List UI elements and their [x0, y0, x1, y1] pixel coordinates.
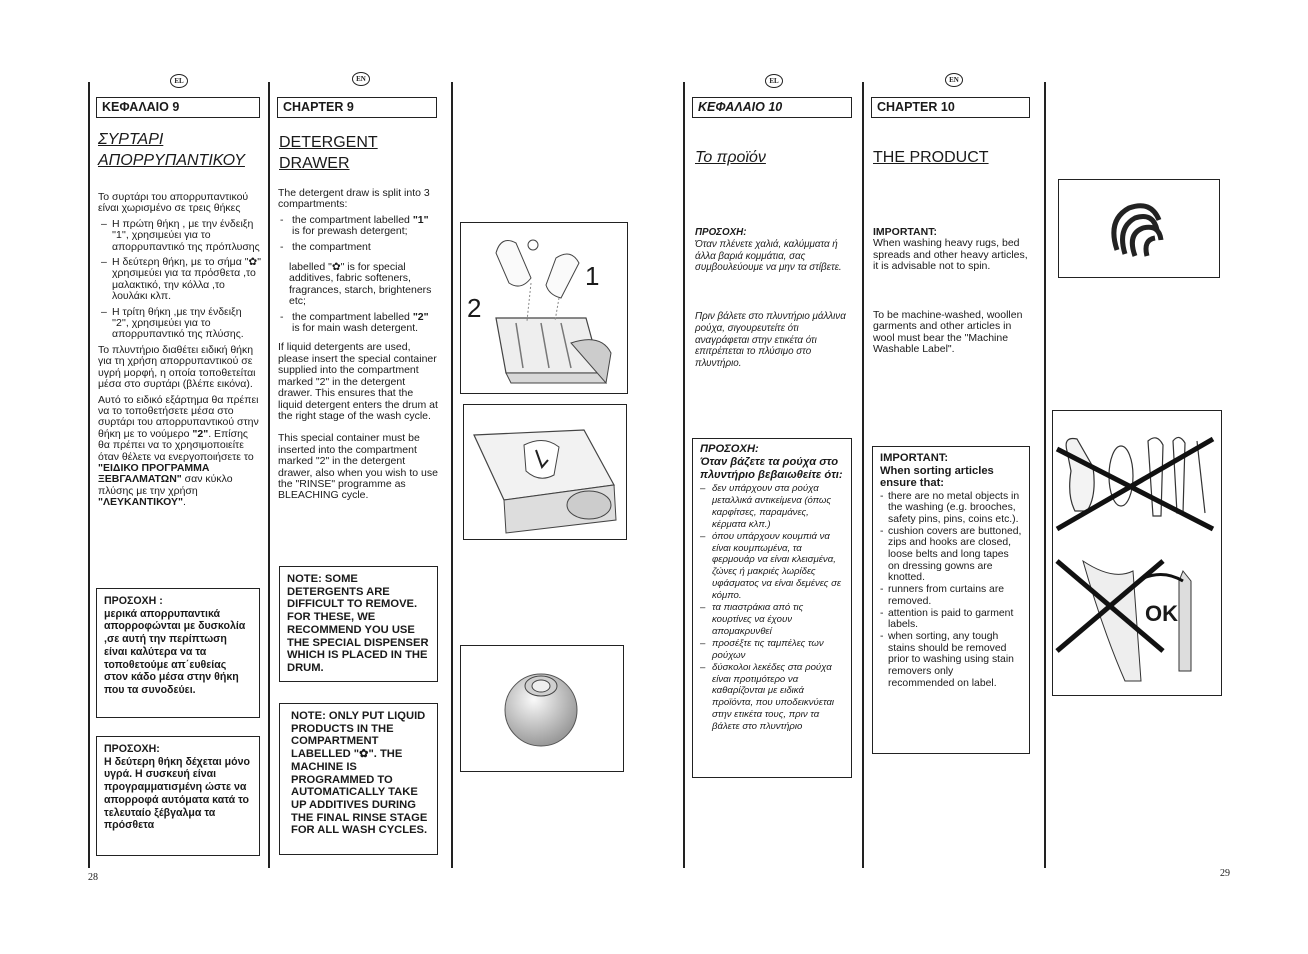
paragraph-el: Πριν βάλετε στο πλυντήριο μάλλινα ρούχα, σιγουρευτείτε ότι αναγράφεται στην ετικέτα ότι επιτρέπεται το πλύσιμο στο πλυντήριο.	[695, 311, 846, 370]
note-box-en-2: NOTE: ONLY PUT LIQUID PRODUCTS IN THE COMPARTMENT LABELLED "✿". THE MACHINE IS PROGRAMMED TO AUTOMATICALLY TAKE UP ADDITIVES DURING THE FINAL RINSE STAGE FOR ALL WASH CYCLES.	[279, 703, 438, 855]
warning-box-el-2: ΠΡΟΣΟΧΗ: Η δεύτερη θήκη δέχεται μόνο υγρά. Η συσκευή είναι προγραμματισμένη ώστε να απορροφά αυτόματα κατά το τελευταίο ξέβγαλμα τα πρόσθετα	[96, 736, 260, 856]
paragraph-en: To be machine-washed, woollen garments and other articles in wool must bear the "Machine Washable Label".	[873, 309, 1023, 356]
warning-text-el: ΠΡΟΣΟΧΗ: Όταν πλένετε χαλιά, καλύμματα ή άλλα βαριά κομμάτια, σας συμβουλεύουμε να μην τα στίβετε.	[695, 227, 842, 274]
warning-box-el-1: ΠΡΟΣΟΧΗ : μερικά απορρυπαντικά απορροφώνται με δυσκολία ,σε αυτή την περίπτωση είναι καλύτερα να τα τοποθετούμε απ΄ευθείας στον κάδο μέσα στην θήκη που τα συνοδεύει.	[96, 588, 260, 718]
figure-label-2: 2	[467, 293, 482, 323]
column-rule	[451, 82, 453, 868]
list-item: – όπου υπάρχουν κουμπιά να είναι κουμπωμένα, τα φερμουάρ να είναι κλεισμένα, ζώνες ή μακριές λωρίδες υφάσματος να είναι δεμένες σε κόμπο.	[700, 530, 842, 602]
note-box-en-1: NOTE: SOME DETERGENTS ARE DIFFICULT TO REMOVE. FOR THESE, WE RECOMMEND YOU USE THE SPECIAL DISPENSER WHICH IS PLACED IN THE DRUM.	[279, 566, 438, 682]
lang-badge-el: EL	[170, 74, 188, 88]
column-rule	[862, 82, 864, 868]
page-number: 29	[1220, 868, 1230, 879]
list-item: - the compartment labelled "1" is for prewash detergent;	[278, 215, 439, 238]
list-item: - there are no metal objects in the washing (e.g. brooches, safety pins, pins, coins etc.).	[880, 490, 1020, 525]
section-title-el: Το προϊόν	[695, 149, 766, 166]
lang-badge-en: EN	[352, 72, 370, 86]
chapter-heading-el: ΚΕΦΑΛΑΙΟ 10	[692, 97, 852, 118]
sorting-list-el	[700, 483, 844, 733]
section-title-en: DETERGENT DRAWER	[279, 134, 378, 172]
chapter-heading-en: CHAPTER 9	[277, 97, 437, 118]
figure-detergent-drawer	[460, 222, 628, 394]
list-item: – προσέξτε τις ταμπέλες των ρούχων	[700, 637, 824, 661]
ok-label: OK	[1145, 601, 1178, 626]
chapter-heading-el: ΚΕΦΑΛΑΙΟ 9	[96, 97, 260, 118]
warning-text-en: IMPORTANT: When washing heavy rugs, bed spreads and other heavy articles, it is advisable not to spin.	[873, 226, 1028, 273]
sorting-list-en	[880, 491, 1022, 690]
list-item: – Η δεύτερη θήκη, με το σήμα "✿" χρησιμεύει για τα πρόσθετα ,το μαλακτικό, την κόλλα ,το λουλάκι κλπ.	[98, 257, 261, 303]
list-item: - the compartment	[278, 242, 439, 253]
list-item: - the compartment labelled "2" is for main wash detergent.	[278, 312, 439, 335]
sorting-box-el: ΠΡΟΣΟΧΗ: Όταν βάζετε τα ρούχα στο πλυντήριο βεβαιωθείτε ότι: – δεν υπάρχουν στα ρούχα μεταλλικά αντικείμενα (όπως καρφίτσες, παραμάνες, κέρματα κλπ.) – όπου υπάρχουν κουμπιά να είναι κουμπωμένα, τα φερμουάρ να είναι κλεισμένα, ζώνες ή μακριές λωρίδες υφάσματος να είναι δεμένες σε κόμπο. – τα πιαστράκια από τις κουρτίνες να έχουν απομακρυνθεί – προσέξτε τις ταμπέλες των ρούχων – δύσκολοι λεκέδες στα ρούχα είναι προτιμότερο να καθαρίζονται με ειδικά προϊόντα, που υποδεικνύεται στην ετικέτα τους, πριν τα βάλετε στο πλυντήριο	[692, 438, 852, 778]
paragraph: Αυτό το ειδικό εξάρτημα θα πρέπει να το τοποθετήσετε μέσα στο συρτάρι του απορρυπαντικού στην θήκη με το νούμερο "2". Επίσης θα πρέπει να το χρησιμοποιείτε όταν θέλετε να ενεργοποιήσετε το "ΕΙΔΙΚΟ ΠΡΟΓΡΑΜΜΑ ΞΕΒΓΑΛΜΑΤΩΝ" σαν κύκλο πλύσης με την χρήση "ΛΕΥΚΑΝΤΙΚΟΥ".	[98, 393, 259, 509]
lang-badge-el: EL	[765, 74, 783, 88]
page-number: 28	[88, 872, 98, 883]
dispenser-ball-illustration	[461, 646, 622, 770]
figure-wool-symbol	[1058, 179, 1220, 278]
list-item: - runners from curtains are removed.	[880, 584, 1005, 607]
list-item: – Η τρίτη θήκη ,με την ένδειξη ''2'', χρησιμεύει για το απορρυπαντικό της πλύσης.	[98, 307, 261, 341]
sorting-box-en: IMPORTANT: When sorting articles ensure that: - there are no metal objects in the washing (e.g. brooches, safety pins, pins, coins etc.). - cushion covers are buttoned, zips and hooks are closed, loose belts and long tapes on dressing gowns are knotted. - runners from curtains are removed. - attention is paid to garment labels. - when sorting, any tough stains should be removed prior to washing using stain removers only recommended on label.	[872, 446, 1030, 754]
list-item: - attention is paid to garment labels.	[880, 607, 1014, 631]
body-text-en: The detergent draw is split into 3 compartments: - the compartment labelled "1" is for prewash detergent; - the compartment labelled "✿" is for special additives, fabric softeners, fragrances, starch, brighteners etc; - the compartment labelled "2" is for main wash detergent. If liquid detergents are used, please insert the special container supplied into the compartment marked "2" in the detergent drawer. This ensures that the liquid detergent enters the drum at the right stage of the wash cycle. This special container must be inserted into the compartment marked "2" in the detergent drawer, also when you wish to use the "RINSE" programme as BLEACHING cycle.	[278, 188, 439, 506]
lang-badge-en: EN	[945, 73, 963, 87]
section-title-en: THE PRODUCT	[873, 149, 989, 166]
list-item: – Η πρώτη θήκη , με την ένδειξη ''1'', χρησιμεύει για το απορρυπαντικό της πρόπλυσης	[98, 219, 261, 253]
liquid-container-illustration	[464, 405, 625, 538]
figure-label-1: 1	[585, 261, 600, 291]
section-title-el: ΣΥΡΤΑΡΙ ΑΠΟΡΡΥΠΑΝΤΙΚΟΥ	[98, 131, 245, 169]
column-rule	[88, 82, 90, 868]
detergent-drawer-illustration	[461, 223, 626, 392]
column-rule	[1044, 82, 1046, 868]
column-rule	[268, 82, 270, 868]
list-item: – δεν υπάρχουν στα ρούχα μεταλλικά αντικείμενα (όπως καρφίτσες, παραμάνες, κέρματα κλπ.)	[700, 483, 832, 530]
figure-sorting-items	[1052, 410, 1222, 696]
list-item: - cushion covers are buttoned, zips and hooks are closed, loose belts and long tapes on dressing gowns are knotted.	[880, 525, 1022, 584]
column-rule	[683, 82, 685, 868]
figure-dispenser-ball	[460, 645, 624, 772]
figure-liquid-container	[463, 404, 627, 540]
list-item: – δύσκολοι λεκέδες στα ρούχα είναι προτιμότερο να καθαρίζονται με ειδικά προϊόντα, που υποδεικνύεται στην ετικέτα τους, πριν τα βάλετε στο πλυντήριο	[700, 661, 835, 733]
chapter-heading-en: CHAPTER 10	[871, 97, 1030, 118]
sorting-illustration	[1053, 411, 1220, 694]
woolmark-icon	[1059, 180, 1218, 276]
list-item: - when sorting, any tough stains should be removed prior to washing using stain removers only recommended on label.	[880, 630, 1014, 689]
body-text-el: Το συρτάρι του απορρυπαντικού είναι χωρισμένο σε τρεις θήκες – Η πρώτη θήκη , με την ένδειξη ''1'', χρησιμεύει για το απορρυπαντικό της πρόπλυσης – Η δεύτερη θήκη, με το σήμα "✿" χρησιμεύει για τα πρόσθετα ,το μαλακτικό, την κόλλα ,το λουλάκι κλπ. – Η τρίτη θήκη ,με την ένδειξη ''2'', χρησιμεύει για το απορρυπαντικό της πλύσης. Το πλυντήριο διαθέτει ειδική θήκη για τη χρήση απορρυπαντικού σε υγρή μορφή, η οποία τοποθετείται μέσα στο συρτάρι (βλέπε εικόνα). Αυτό το ειδικό εξάρτημα θα πρέπει να το τοποθετήσετε μέσα στο συρτάρι του απορρυπαντικού στην θήκη με το νούμερο "2". Επίσης θα πρέπει να το χρησιμοποιείτε όταν θέλετε να ενεργοποιήσετε το "ΕΙΔΙΚΟ ΠΡΟΓΡΑΜΜΑ ΞΕΒΓΑΛΜΑΤΩΝ" σαν κύκλο πλύσης με την χρήση "ΛΕΥΚΑΝΤΙΚΟΥ".	[98, 192, 261, 513]
list-item: – τα πιαστράκια από τις κουρτίνες να έχουν απομακρυνθεί	[700, 602, 804, 637]
